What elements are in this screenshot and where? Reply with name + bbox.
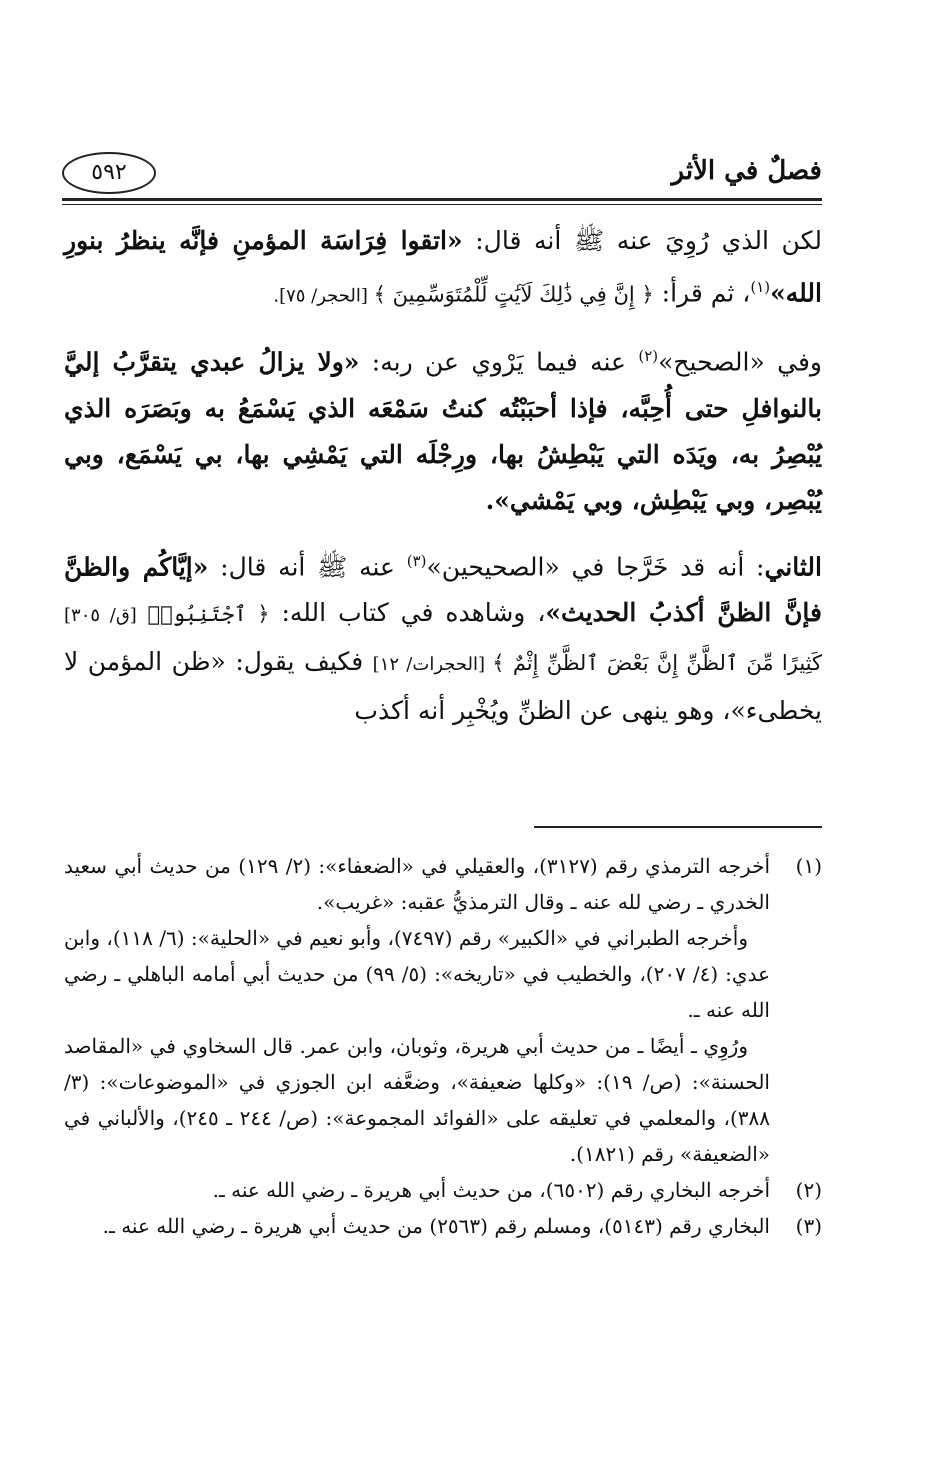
p1-mid: ، ثم قرأ: (653, 278, 751, 308)
verse-source-hujurat: [الحجرات/ ١٢] (372, 653, 493, 675)
p3-mid: عنه ﷺ أنه قال: (208, 551, 407, 581)
footnote-separator (534, 826, 822, 828)
verse-source-hijr: [الحجر/ ٧٥]. (273, 285, 374, 307)
paragraph-2 (64, 333, 822, 523)
p3-end: فكيف يقول: «ظن المؤمن لا يخطىء»، وهو ينهى عن الظنِّ ويُخْبِر أنه أكذب (64, 646, 822, 725)
page-number: ٥٩٢ (62, 152, 156, 194)
footnote-3 (64, 1208, 822, 1244)
p2-intro: وفي «الصحيح» (658, 347, 823, 377)
header-rule (62, 198, 822, 201)
quran-verse-hujurat-b: كَثِيرًا مِّنَ ٱلظَّنِّ إِنَّ بَعْضَ ٱلظَّنِّ إِثْمٌ ﴾ (492, 650, 822, 675)
main-text (64, 218, 822, 748)
footnote-text: ورُوِي ـ أيضًا ـ من حديث أبي هريرة، وثوبان، وابن عمر. قال السخاوي في «المقاصد الحسنة»: (ص/ ١٩): «وكلها ضعيفة»، وضعَّفه ابن الجوزي في «الموضوعات»: (٣/ ٣٨٨)، والمعلمي في تعليقه على «الفوائد المجموعة»: (ص/ ٢٤٤ ـ ٢٤٥)، والألباني في «الضعيفة» رقم (١٨٢١). (64, 1034, 771, 1166)
p3-intro: : أنه قد خَرَّجا في «الصحيحين» (426, 551, 765, 581)
header-rule-thin (62, 204, 822, 205)
paragraph-3 (64, 538, 822, 734)
footnote-1 (64, 848, 822, 1172)
footnote-text: أخرجه البخاري رقم (٦٥٠٢)، من حديث أبي هريرة ـ رضي الله عنه ـ. (212, 1178, 770, 1202)
footnotes (64, 848, 822, 1244)
manuscript-folio: [ق/ ٣٠٥] (64, 604, 137, 626)
footnote-ref-2: (٢) (638, 347, 659, 366)
running-title: فصلٌ في الأثر (671, 156, 822, 186)
footnote-number: (٣) (795, 1214, 822, 1238)
footnote-ref-1: (١) (750, 278, 771, 296)
footnote-text: البخاري رقم (٥١٤٣)، ومسلم رقم (٢٥٦٣) من حديث أبي هريرة ـ رضي الله عنه ـ. (102, 1214, 770, 1238)
footnote-text: وأخرجه الطبراني في «الكبير» رقم (٧٤٩٧)، وأبو نعيم في «الحلية»: (٦/ ١١٨)، وابن عدي: (٤/ ٢٠٧)، والخطيب في «تاريخه»: (٥/ ٩٩) من حديث أبي أمامه الباهلي ـ رضي الله عنه ـ. (64, 926, 770, 1022)
hadith-nawafil: «ولا يزالُ عبدي يتقرَّبُ إليَّ بالنوافلِ حتى أُحِبَّه، فإذا أحبَبْتُه كنتُ سَمْعَه الذي يَسْمَعُ به وبَصَرَه الذي يُبْصِرُ به، ويَدَه التي يَبْطِشُ بها، ورِجْلَه التي يَمْشِي بها، بي يَسْمَع، وبي يُبْصِر، وبي يَبْطِش، وبي يَمْشي». (64, 347, 822, 515)
footnote-ref-3: (٣) (406, 551, 427, 570)
paragraph-1 (64, 218, 822, 319)
point-lead: الثاني (764, 551, 822, 581)
quran-verse-hujurat-a: ﴿ ٱجْتَنِبُوا۟ (136, 601, 270, 626)
footnote-text: أخرجه الترمذي رقم (٣١٢٧)، والعقيلي في «الضعفاء»: (٢/ ١٢٩) من حديث أبي سعيد الخدري ـ رضي لله عنه ـ وقال الترمذيُّ عقبه: «غريب». (64, 854, 771, 914)
p3-mid2: ، وشاهده في كتاب الله: (269, 597, 546, 627)
hadith-firasa: «اتقوا فِرَاسَة المؤمنِ فإنَّه ينظرُ بنورِ الله» (64, 226, 822, 308)
footnote-number: (٢) (795, 1178, 822, 1202)
footnote-number: (١) (795, 854, 822, 878)
page-header (62, 152, 822, 198)
footnote-2 (64, 1172, 822, 1208)
hadith-zann: «إيَّاكُم والظنَّ فإنَّ الظنَّ أكذبُ الحديث» (64, 551, 822, 627)
quran-verse-hijr: ﴿ إِنَّ فِي ذَٰلِكَ لَآيَٰتٍ لِّلْمُتَوَسِّمِينَ ﴾ (373, 282, 654, 307)
p1-intro: لكن الذي رُوِيَ عنه ﷺ أنه قال: (462, 226, 822, 255)
p2-mid: عنه فيما يَرْوي عن ربه: (359, 347, 639, 377)
